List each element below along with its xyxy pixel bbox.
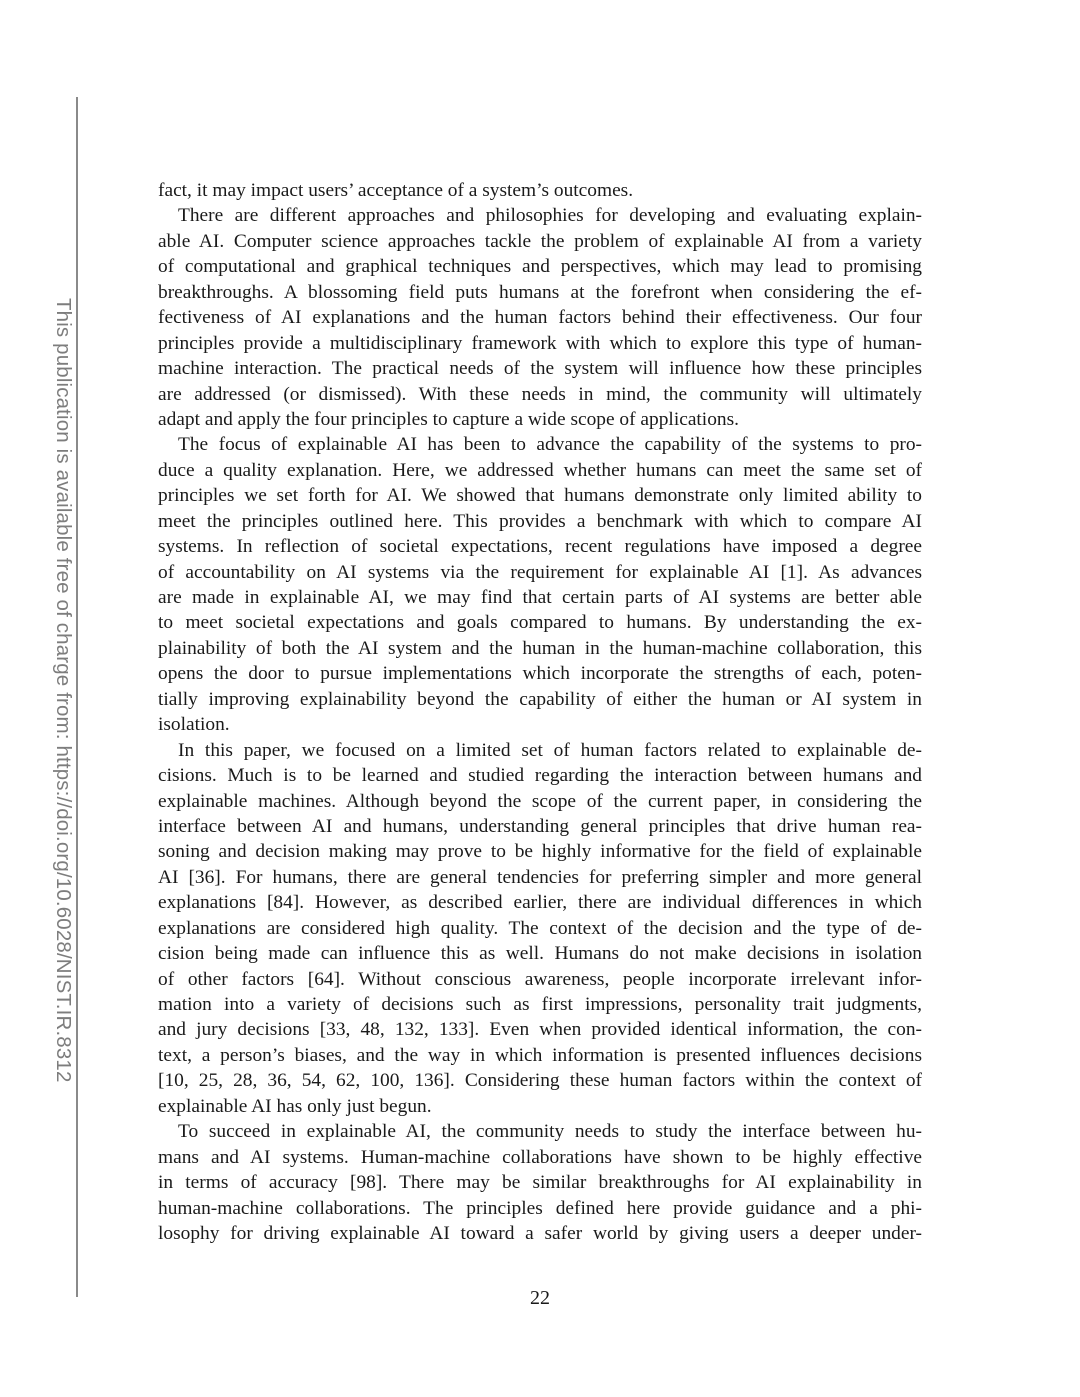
text-line: breakthroughs. A blossoming field puts humans at the forefront when considering the ef- (158, 281, 922, 303)
text-line: machine interaction. The practical needs of the system will influence how these principles (158, 358, 922, 380)
text-line: human-machine collaborations. The principles defined here provide guidance and a phi- (158, 1197, 922, 1219)
text-line: in terms of accuracy [98]. There may be similar breakthroughs for AI explainability in (158, 1172, 922, 1194)
text-line: of accountability on AI systems via the requirement for explainable AI [1]. As advances (158, 561, 922, 583)
text-line: to meet societal expectations and goals compared to humans. By understanding the ex- (158, 612, 922, 634)
text-line: and jury decisions [33, 48, 132, 133]. Even when provided identical information, the con- (158, 1019, 922, 1041)
text-line: of computational and graphical techniques and perspectives, which may lead to promising (158, 256, 922, 278)
text-line: cisions. Much is to be learned and studied regarding the interaction between humans and (158, 765, 922, 787)
text-line: mation into a variety of decisions such as first impressions, personality trait judgments, (158, 994, 922, 1015)
paragraph (158, 738, 922, 1120)
text-line: There are different approaches and philosophies for developing and evaluating explain- (178, 205, 922, 227)
text-line: AI [36]. For humans, there are general tendencies for preferring simpler and more general (158, 866, 922, 888)
text-line: In this paper, we focused on a limited set of human factors related to explainable de- (178, 739, 922, 761)
text-line: interface between AI and humans, understanding general principles that drive human rea- (158, 815, 922, 837)
text-line: isolation. (158, 714, 230, 736)
text-line: adapt and apply the four principles to capture a wide scope of applications. (158, 408, 739, 430)
text-line: explainable AI has only just begun. (158, 1095, 432, 1117)
body-text (158, 178, 922, 1246)
text-line: explainable machines. Although beyond the scope of the current paper, in considering the (158, 790, 922, 812)
availability-side-note: This publication is available free of charge from: https://doi.org/10.6028/NIST.IR.8312 (52, 298, 75, 1083)
paragraph (158, 178, 922, 203)
paragraph (158, 1119, 922, 1246)
paragraph (158, 203, 922, 432)
text-line: [10, 25, 28, 36, 54, 62, 100, 136]. Considering these human factors within the context of (158, 1070, 922, 1092)
text-line: are addressed (or dismissed). With these needs in mind, the community will ultimately (158, 383, 922, 405)
text-line: principles we set forth for AI. We showed that humans demonstrate only limited ability to (158, 485, 922, 507)
text-line: explanations [84]. However, as described earlier, there are individual differences in which (158, 892, 922, 914)
text-line: The focus of explainable AI has been to advance the capability of the systems to pro- (178, 434, 922, 456)
text-line: able AI. Computer science approaches tackle the problem of explainable AI from a variety (158, 230, 922, 252)
text-line: are made in explainable AI, we may find that certain parts of AI systems are better able (158, 587, 922, 608)
paragraph (158, 432, 922, 737)
text-line: meet the principles outlined here. This provides a benchmark with which to compare AI (158, 510, 922, 532)
text-line: To succeed in explainable AI, the community needs to study the interface between hu- (178, 1121, 922, 1143)
text-line: text, a person’s biases, and the way in which information is presented influences decisions (158, 1044, 922, 1066)
text-line: fact, it may impact users’ acceptance of a system’s outcomes. (158, 180, 634, 201)
text-line: opens the door to pursue implementations which incorporate the strengths of each, poten- (158, 663, 922, 685)
text-line: plainability of both the AI system and the human in the human-machine collaboration, this (158, 637, 922, 659)
text-line: principles provide a multidisciplinary framework with which to explore this type of human- (158, 332, 922, 354)
text-line: duce a quality explanation. Here, we addressed whether humans can meet the same set of (158, 459, 922, 481)
page-number: 22 (530, 1287, 550, 1309)
text-line: soning and decision making may prove to be highly informative for the field of explainable (158, 841, 922, 863)
text-line: mans and AI systems. Human-machine collaborations have shown to be highly effective (158, 1146, 922, 1168)
text-line: tially improving explainability beyond the capability of either the human or AI system in (158, 688, 922, 710)
text-line: losophy for driving explainable AI toward a safer world by giving users a deeper under- (158, 1222, 922, 1244)
text-line: explanations are considered high quality. The context of the decision and the type of de- (158, 917, 922, 939)
text-line: systems. In reflection of societal expectations, recent regulations have imposed a degree (158, 536, 922, 558)
text-line: cision being made can influence this as well. Humans do not make decisions in isolation (158, 943, 922, 965)
text-line: fectiveness of AI explanations and the human factors behind their effectiveness. Our four (158, 307, 922, 329)
text-line: of other factors [64]. Without conscious awareness, people incorporate irrelevant infor- (158, 968, 922, 990)
